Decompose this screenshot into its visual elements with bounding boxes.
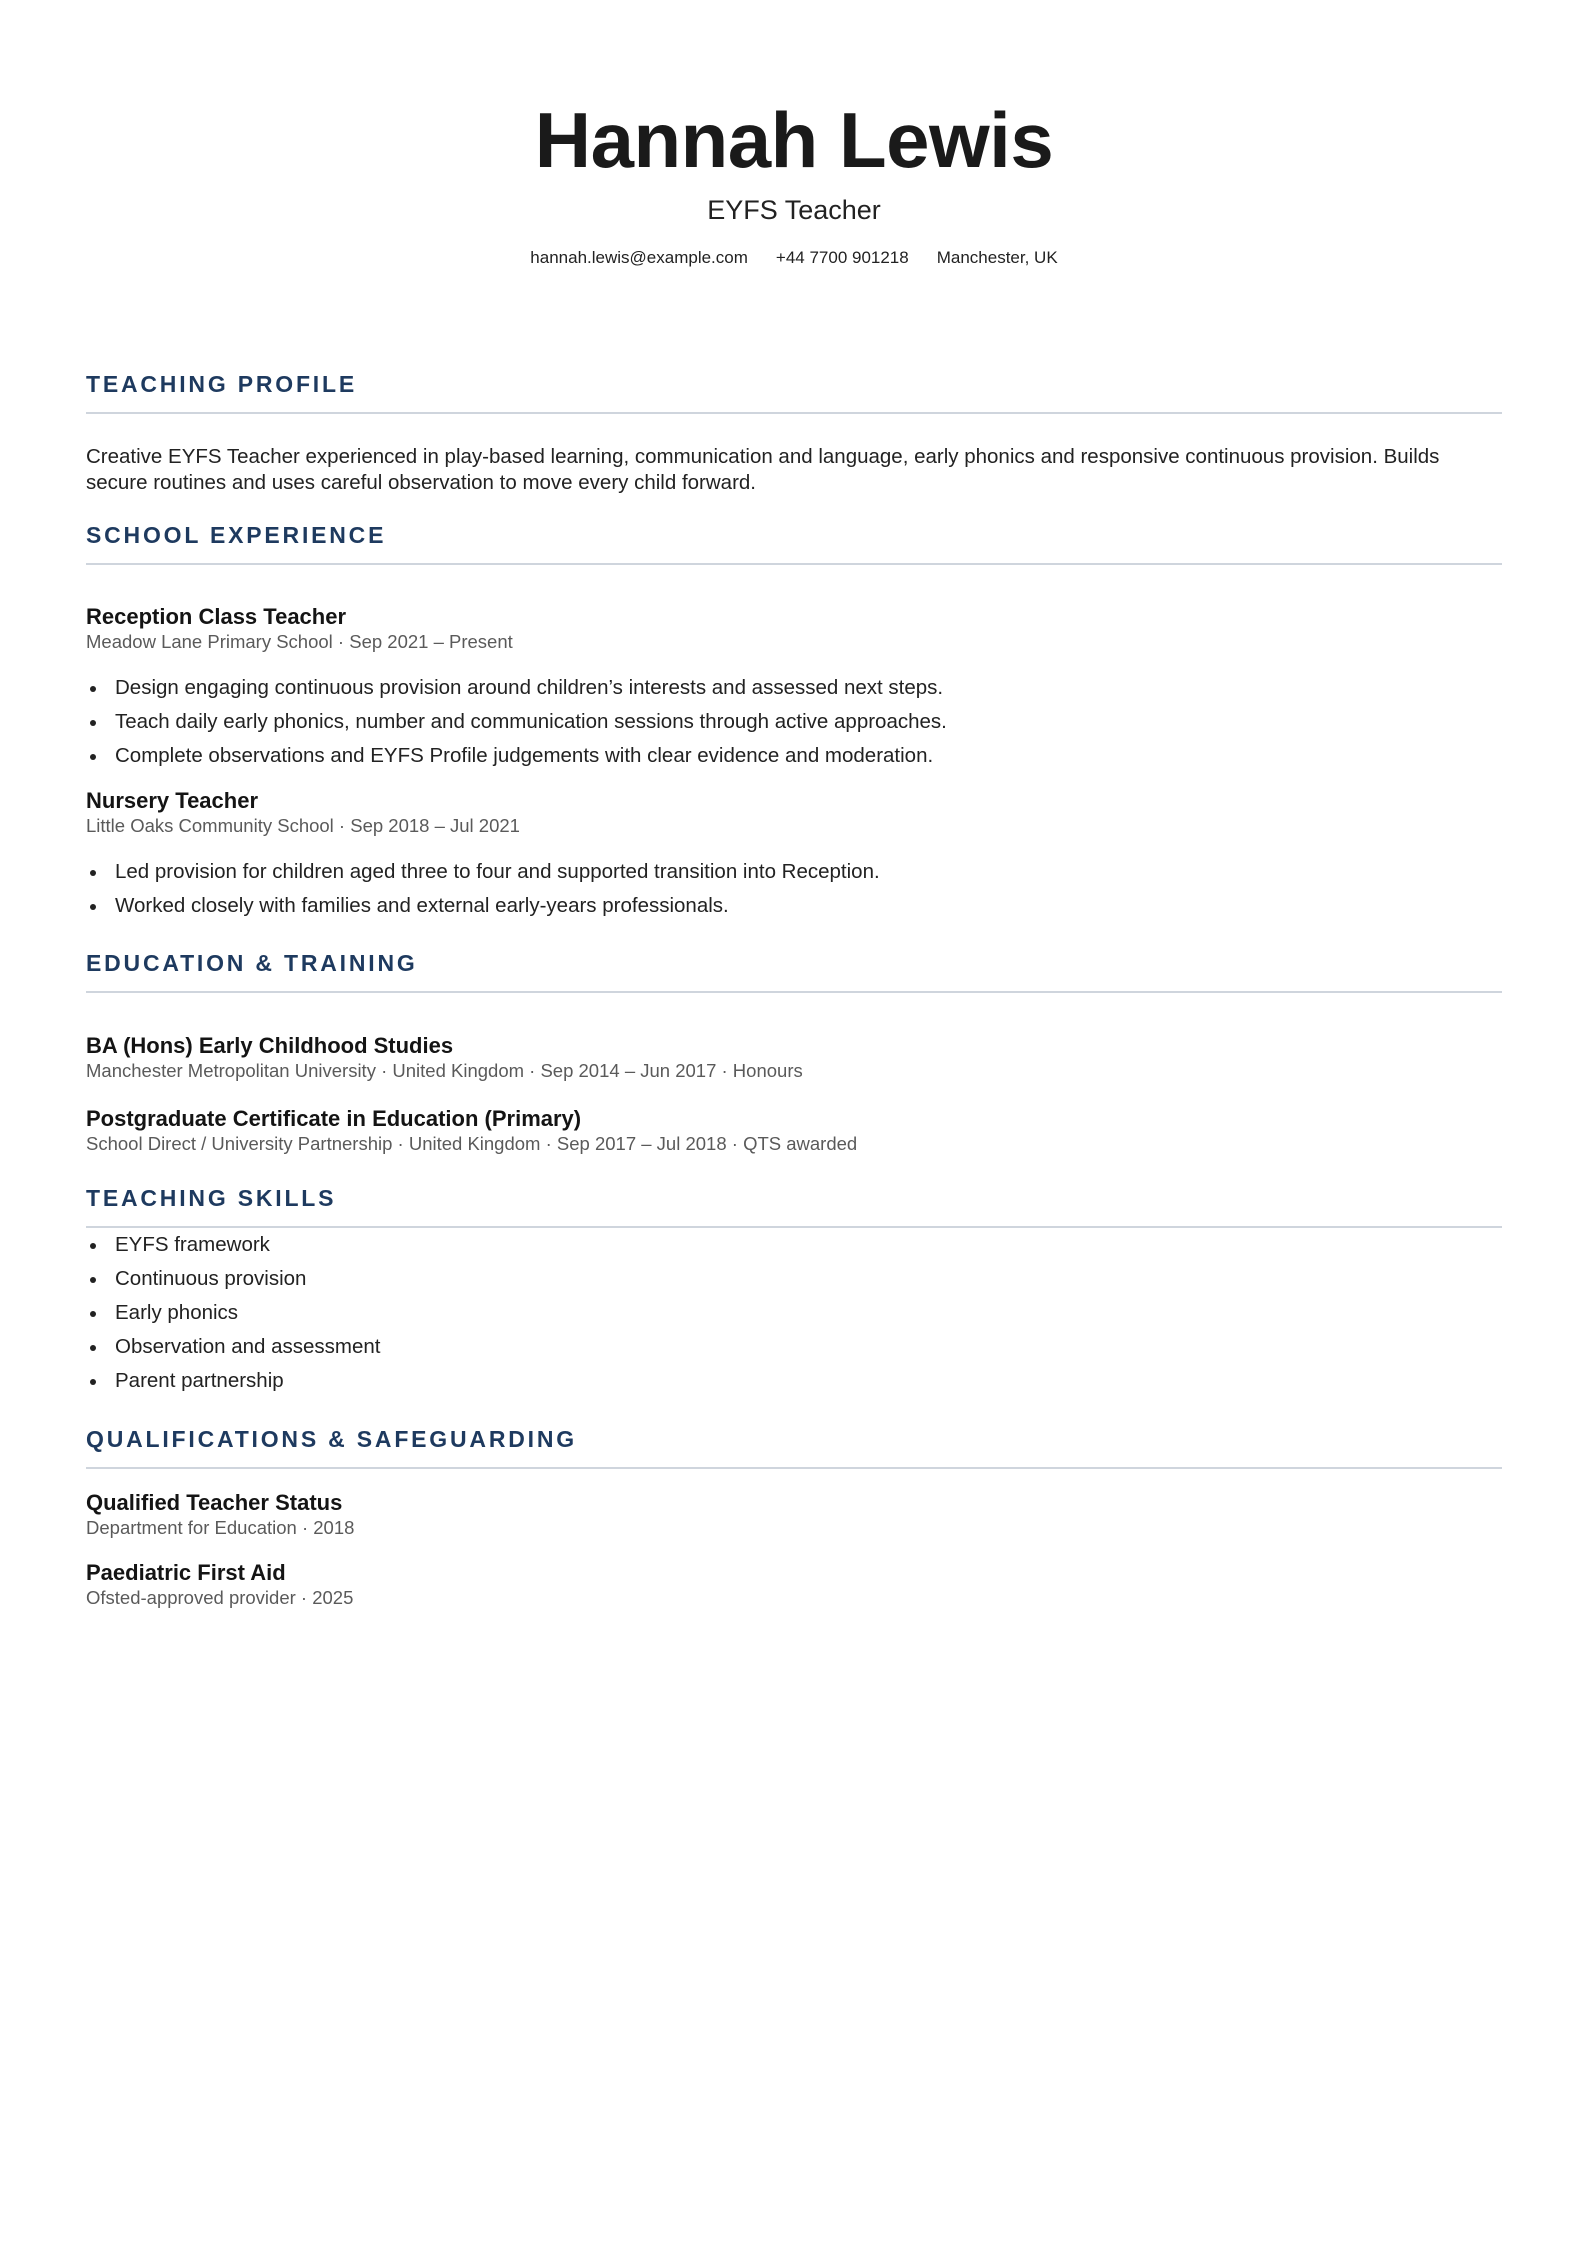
list-item: EYFS framework	[86, 1228, 1502, 1262]
qualification-title: Paediatric First Aid	[86, 1560, 286, 1585]
qualifications-safeguarding-section	[86, 1424, 1502, 1609]
section-heading: TEACHING SKILLS	[86, 1185, 337, 1211]
list-item: Continuous provision	[86, 1262, 1502, 1296]
education-entry	[86, 1032, 1502, 1082]
school-experience-section	[86, 520, 1502, 923]
qualification-entry	[86, 1489, 1502, 1539]
section-heading: TEACHING PROFILE	[86, 371, 357, 397]
job-duties-list	[86, 855, 1502, 923]
qualification-entry	[86, 1559, 1502, 1609]
job-title: Nursery Teacher	[86, 788, 259, 813]
skills-list	[86, 1228, 1502, 1398]
contact-phone[interactable]: +44 7700 901218	[775, 248, 909, 267]
job-meta: Meadow Lane Primary School · Sep 2021 – Present	[86, 631, 513, 652]
degree-title: Postgraduate Certificate in Education (Primary)	[86, 1106, 582, 1131]
section-heading: QUALIFICATIONS & SAFEGUARDING	[86, 1426, 577, 1452]
list-item: Complete observations and EYFS Profile judgements with clear evidence and moderation.	[86, 739, 1502, 773]
contact-email[interactable]: hannah.lewis@example.com	[530, 248, 748, 267]
section-heading: SCHOOL EXPERIENCE	[86, 522, 387, 548]
candidate-name: Hannah Lewis	[534, 96, 1054, 184]
degree-title: BA (Hons) Early Childhood Studies	[86, 1033, 454, 1058]
teaching-skills-section	[86, 1183, 1502, 1398]
job-title: Reception Class Teacher	[86, 604, 347, 629]
degree-meta: School Direct / University Partnership · United Kingdom · Sep 2017 – Jul 2018 · QTS awarded	[86, 1133, 858, 1154]
qualification-title: Qualified Teacher Status	[86, 1490, 343, 1515]
experience-entry	[86, 787, 1502, 923]
section-divider	[86, 991, 1502, 993]
qualification-meta: Department for Education · 2018	[86, 1517, 355, 1538]
list-item: Teach daily early phonics, number and communication sessions through active approaches.	[86, 705, 1502, 739]
teaching-profile-section	[86, 369, 1502, 496]
degree-meta: Manchester Metropolitan University · United Kingdom · Sep 2014 – Jun 2017 · Honours	[86, 1060, 803, 1081]
resume-header	[86, 0, 1502, 269]
experience-entry	[86, 603, 1502, 773]
list-item: Early phonics	[86, 1296, 1502, 1330]
section-divider	[86, 563, 1502, 565]
list-item: Parent partnership	[86, 1364, 1502, 1398]
qualification-meta: Ofsted-approved provider · 2025	[86, 1587, 354, 1608]
contact-line	[86, 247, 1502, 269]
list-item: Design engaging continuous provision around children’s interests and assessed next steps.	[86, 671, 1502, 705]
contact-location: Manchester, UK	[936, 248, 1058, 267]
education-training-section	[86, 948, 1502, 1155]
section-heading: EDUCATION & TRAINING	[86, 950, 418, 976]
section-divider	[86, 412, 1502, 414]
job-duties-list	[86, 671, 1502, 773]
list-item: Led provision for children aged three to four and supported transition into Reception.	[86, 855, 1502, 889]
job-meta: Little Oaks Community School · Sep 2018 – Jul 2021	[86, 815, 520, 836]
section-divider	[86, 1467, 1502, 1469]
education-entry	[86, 1105, 1502, 1155]
candidate-role: EYFS Teacher	[707, 195, 881, 225]
profile-summary: Creative EYFS Teacher experienced in play-based learning, communication and language, early phonics and responsive continuous provision. Builds secure routines and uses careful observation to move every child forward.	[86, 445, 1440, 494]
list-item: Worked closely with families and external early-years professionals.	[86, 889, 1502, 923]
list-item: Observation and assessment	[86, 1330, 1502, 1364]
